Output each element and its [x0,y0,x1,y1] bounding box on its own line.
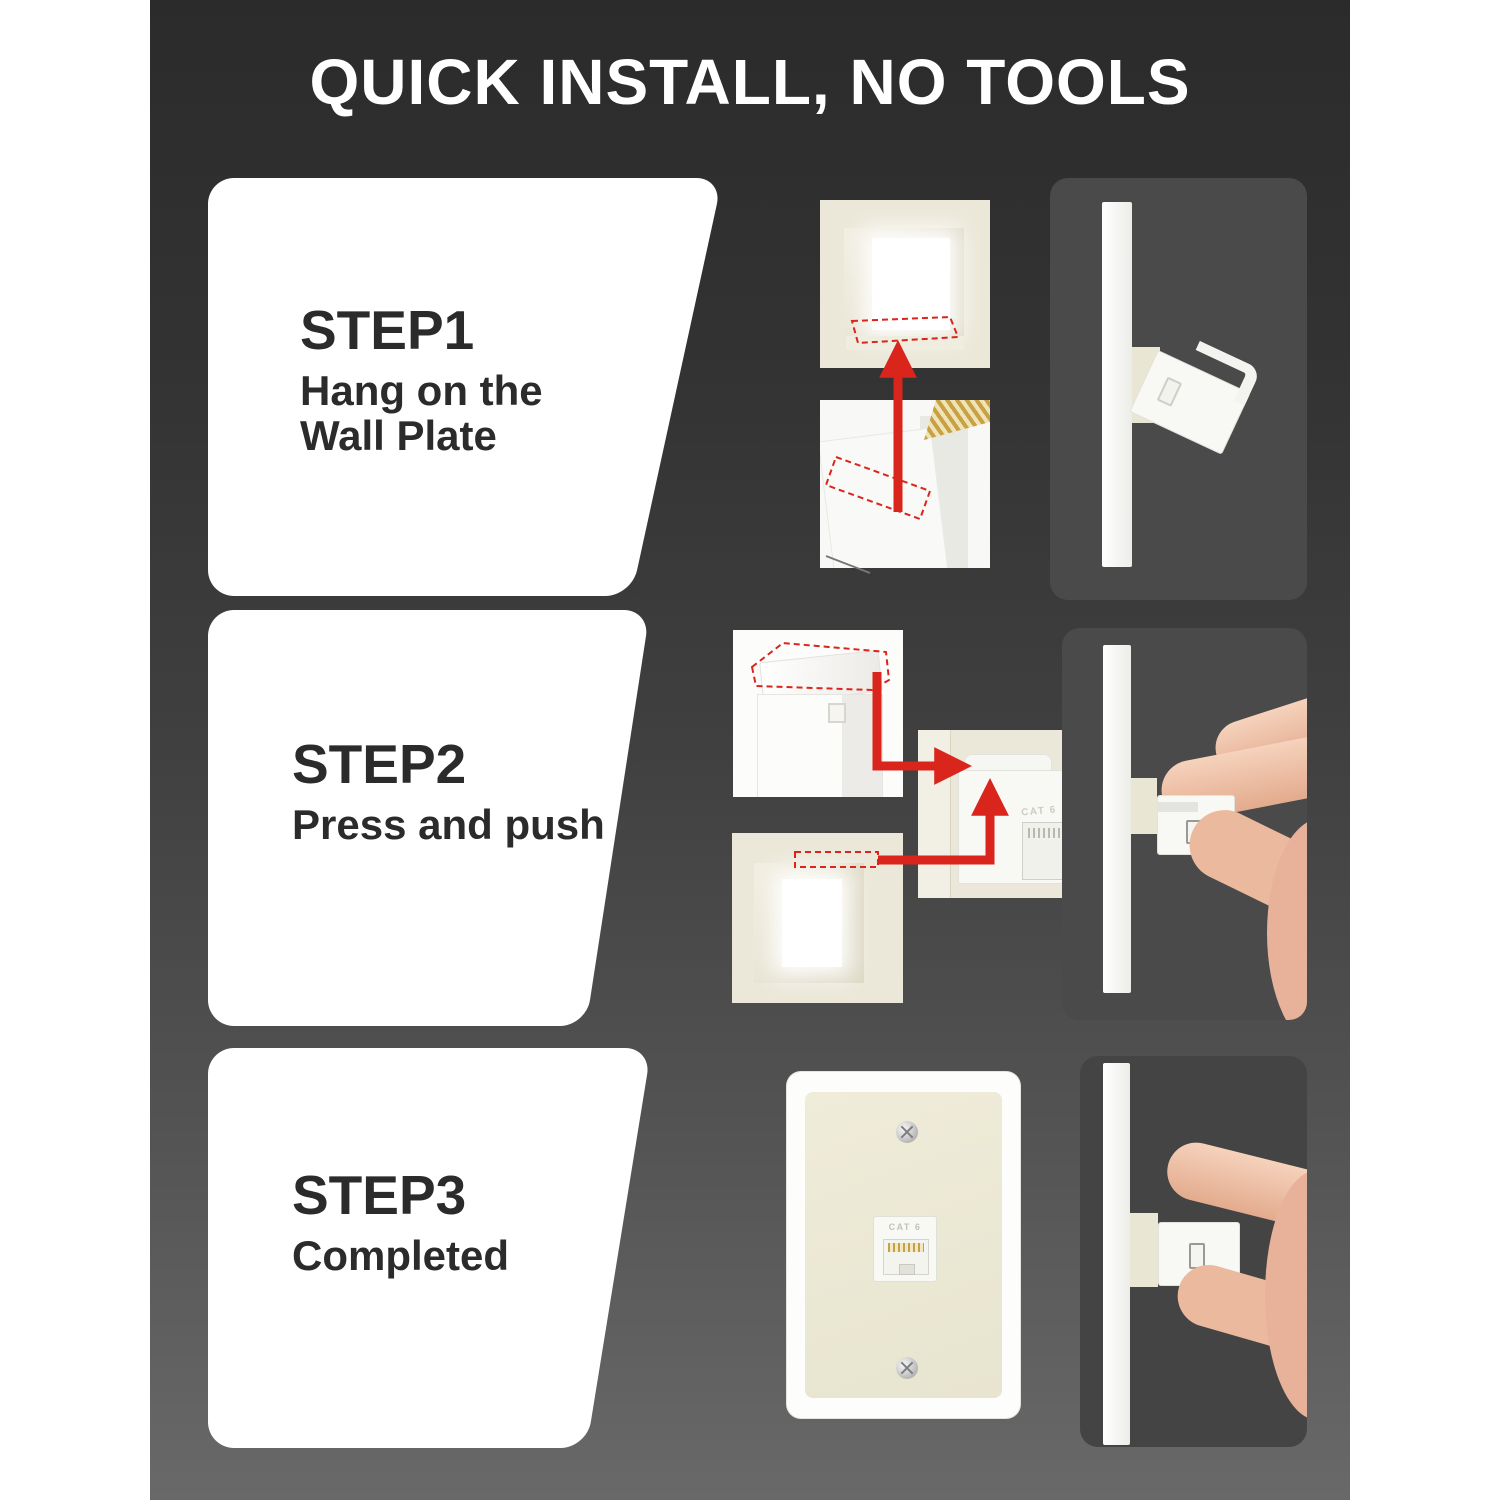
rj45-port [883,1239,929,1275]
page-title: QUICK INSTALL, NO TOOLS [309,46,1191,118]
step3-sideview-photo [1080,1056,1307,1447]
rj45-contacts [1028,828,1062,838]
wallplate-side-bar [1103,645,1131,993]
rj45-clip-notch [899,1264,915,1275]
keystone-body-side [842,695,882,797]
step2-sideview-photo [1062,628,1307,1020]
step2-press-cap-photo [733,630,903,797]
keystone-holder-tab [1130,1213,1158,1287]
rj45-gold-pins [888,1243,924,1252]
keystone-module [873,1216,937,1282]
step1-heading: STEP1 [300,299,475,361]
opening-ledge [846,336,964,350]
wallplate-front-band [918,730,951,898]
step2-heading: STEP2 [292,733,467,795]
keystone-body-front [757,694,883,797]
screw-bottom [896,1357,918,1379]
step3-subtitle: Completed [292,1232,510,1279]
opening-window [782,879,842,967]
step1-sideview-photo [1050,178,1307,600]
opening-window [872,238,950,330]
step1-wallplate-opening-photo [820,200,990,368]
keystone-front-face [820,428,948,568]
step2-subtitle: Press and push [292,801,605,848]
cat6-marking: CAT 6 [888,1222,922,1232]
step3-heading: STEP3 [292,1164,467,1226]
step1-subtitle: Hang on the Wall Plate [300,367,543,460]
wallplate-side-bar [1102,202,1132,567]
cat6-marking: CAT 6 [1020,804,1058,819]
keystone-notch [828,703,846,723]
keystone-holder-tab [1131,778,1157,834]
keystone-latch [1158,802,1198,812]
wallplate-side-bar [1103,1063,1130,1445]
step2-wallplate-opening-photo [732,833,903,1003]
step1-keystone-closeup-photo [820,400,990,568]
completed-wallplate [787,1072,1020,1418]
screw-top [896,1121,918,1143]
